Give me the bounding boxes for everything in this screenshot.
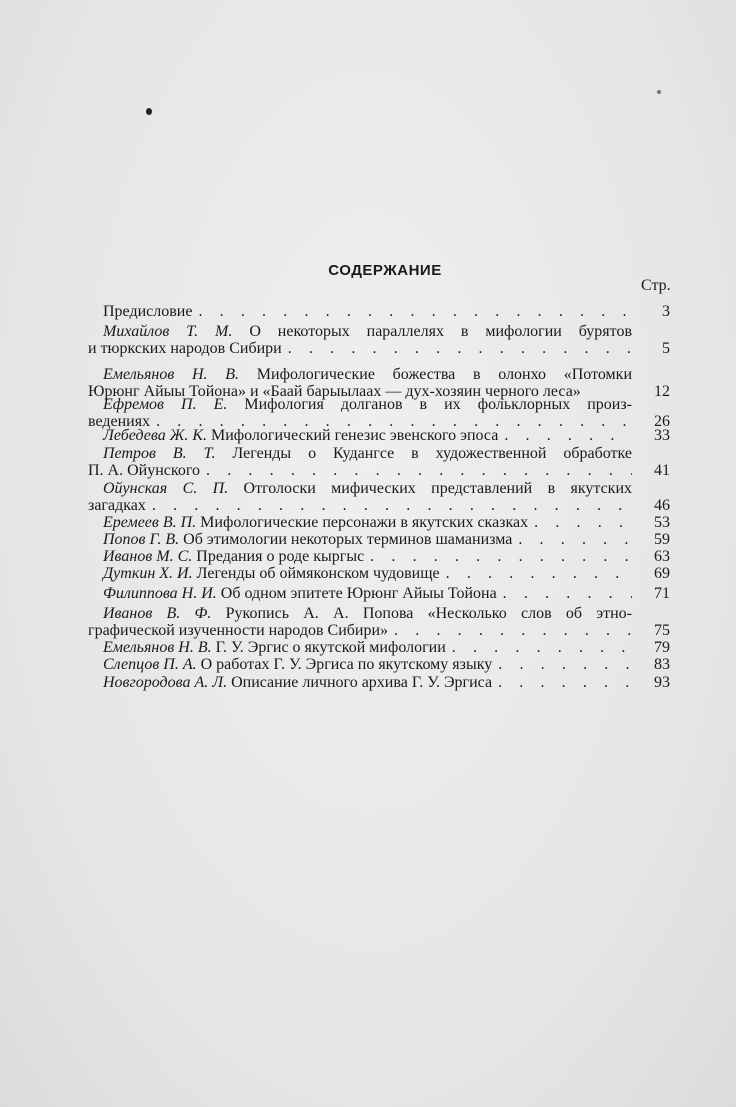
page-column-label: Стр. xyxy=(641,277,671,294)
toc-entry xyxy=(88,323,632,357)
toc-entry-page: 53 xyxy=(654,514,670,531)
toc-entry-author: Михайлов Т. М. xyxy=(103,323,233,340)
toc-entry-author: Филиппова Н. И. xyxy=(103,585,217,602)
toc-entry-author: Петров В. Т. xyxy=(103,445,216,462)
toc-entry-title: Мифологический генезис эвенского эпоса xyxy=(210,427,499,444)
toc-entry-author: Иванов В. Ф. xyxy=(103,605,212,622)
toc-entry-title: и тюркских народов Сибири xyxy=(88,340,282,357)
toc-entry-title: загадках xyxy=(88,497,146,514)
toc-entry xyxy=(88,303,632,320)
toc-entry-page: 75 xyxy=(654,622,670,639)
toc-entry-author: Ойунская С. П. xyxy=(103,480,229,497)
toc-entry-title: О некоторых параллелях в мифологии бурятов xyxy=(249,323,632,340)
toc-entry xyxy=(88,514,632,531)
dot-leader xyxy=(288,340,632,357)
toc-entry xyxy=(88,531,632,548)
toc-entry-line xyxy=(88,639,632,656)
toc-entry xyxy=(88,605,632,639)
toc-entry-line xyxy=(88,565,632,582)
toc-entry-author: Слепцов П. А. xyxy=(103,656,197,673)
toc-entry-title: графической изученности народов Сибири» xyxy=(88,622,389,639)
toc-heading: СОДЕРЖАНИЕ xyxy=(328,262,442,279)
toc-entry-title: Мифологические божества в олонхо «Потомки xyxy=(256,366,632,383)
toc-entry-author: Емельянов Н. В. xyxy=(103,366,240,383)
toc-entry-line xyxy=(88,605,632,622)
dot-leader xyxy=(198,303,632,320)
toc-entry-line xyxy=(88,548,632,565)
toc-entry-page: 83 xyxy=(654,656,670,673)
toc-entry-line xyxy=(88,427,632,444)
toc-entry-title: Предисловие xyxy=(103,303,193,320)
toc-entry-line xyxy=(88,514,632,531)
toc-entry-page: 5 xyxy=(662,340,670,357)
toc-entry-author: Попов Г. В. xyxy=(103,531,180,548)
dot-leader xyxy=(370,548,632,565)
toc-entry-title: Описание личного архива Г. У. Эргиса xyxy=(231,674,493,691)
toc-entry-title: П. А. Ойунского xyxy=(88,462,201,479)
toc-entry-line xyxy=(88,396,632,413)
dot-leader xyxy=(452,639,632,656)
toc-entry xyxy=(88,656,632,673)
toc-entry-line xyxy=(88,366,632,383)
toc-entry xyxy=(88,445,632,479)
toc-entry-title: О работах Г. У. Эргиса по якутскому языку xyxy=(200,656,493,673)
toc-entry-title: Г. У. Эргис о якутской мифологии xyxy=(215,639,446,656)
toc-entry-line xyxy=(88,656,632,673)
toc-entry-author: Лебедева Ж. К. xyxy=(103,427,207,444)
toc-entry-line xyxy=(88,445,632,462)
toc-entry xyxy=(88,396,632,430)
toc-entry-page: 33 xyxy=(654,427,670,444)
toc-entry xyxy=(88,548,632,565)
toc-entry-page: 71 xyxy=(654,585,670,602)
toc-entry-author: Еремеев В. П. xyxy=(103,514,197,531)
toc-entry xyxy=(88,674,632,691)
toc-entry-line xyxy=(88,622,632,639)
toc-entry-line xyxy=(88,323,632,340)
toc-entry xyxy=(88,585,632,602)
toc-entry-title: Легенды об оймяконском чудовище xyxy=(196,565,440,582)
toc-entry-page: 79 xyxy=(654,639,670,656)
toc-entry-author: Ефремов П. Е. xyxy=(103,396,228,413)
toc-entry-line xyxy=(88,303,632,320)
toc-entry-line xyxy=(88,480,632,497)
toc-entry-page: 63 xyxy=(654,548,670,565)
toc-entry-author: Иванов М. С. xyxy=(103,548,193,565)
toc-entry-line xyxy=(88,531,632,548)
toc-entry-page: 93 xyxy=(654,674,670,691)
toc-entry-title: Мифологические персонажи в якутских сказках xyxy=(200,514,529,531)
dot-leader xyxy=(206,462,632,479)
toc-entry-title: Об одном эпитете Юрюнг Айыы Тойона xyxy=(220,585,497,602)
toc-entry-line xyxy=(88,585,632,602)
toc-entry-title: ведениях xyxy=(88,413,151,430)
toc-entry-title: Мифология долганов в их фольклорных произ- xyxy=(244,396,632,413)
toc-entry-title: Юрюнг Айыы Тойона» и «Баай барыылаах — дух-хозяин черного леса» xyxy=(88,383,581,400)
toc-entry-title: Легенды о Кудангсе в художественной обработке xyxy=(232,445,632,462)
toc-entry-line xyxy=(88,497,632,514)
toc-entry xyxy=(88,480,632,514)
toc-entry-title: Рукопись А. А. Попова «Несколько слов об этно- xyxy=(225,605,632,622)
toc-entry xyxy=(88,639,632,656)
dot-leader xyxy=(152,497,632,514)
toc-entry-page: 3 xyxy=(662,303,670,320)
dot-leader xyxy=(503,585,632,602)
dot-leader xyxy=(394,622,632,639)
toc-entry xyxy=(88,565,632,582)
toc-entry-page: 46 xyxy=(654,497,670,514)
ink-speck xyxy=(146,108,152,115)
dot-leader xyxy=(504,427,632,444)
toc-entry-page: 26 xyxy=(654,413,670,430)
toc-entry-author: Дуткин Х. И. xyxy=(103,565,193,582)
toc-entry-line xyxy=(88,340,632,357)
toc-entry-page: 69 xyxy=(654,565,670,582)
toc-entry-title: Предания о роде кыргыс xyxy=(196,548,365,565)
toc-entry-line xyxy=(88,462,632,479)
toc-entry-page: 12 xyxy=(654,383,670,400)
dot-leader xyxy=(518,531,632,548)
toc-entry xyxy=(88,427,632,444)
dot-leader xyxy=(498,656,632,673)
toc-entry-page: 59 xyxy=(654,531,670,548)
toc-entry-title: Об этимологии некоторых терминов шаманизма xyxy=(183,531,513,548)
toc-entry-author: Новгородова А. Л. xyxy=(103,674,228,691)
dot-leader xyxy=(534,514,632,531)
dot-leader xyxy=(498,674,632,691)
toc-entry xyxy=(88,366,632,400)
ink-speck xyxy=(657,90,661,94)
toc-entry-title: Отголоски мифических представлений в якутских xyxy=(243,480,632,497)
toc-entry-page: 41 xyxy=(654,462,670,479)
toc-entry-line xyxy=(88,674,632,691)
dot-leader xyxy=(446,565,632,582)
toc-entry-author: Емельянов Н. В. xyxy=(103,639,212,656)
